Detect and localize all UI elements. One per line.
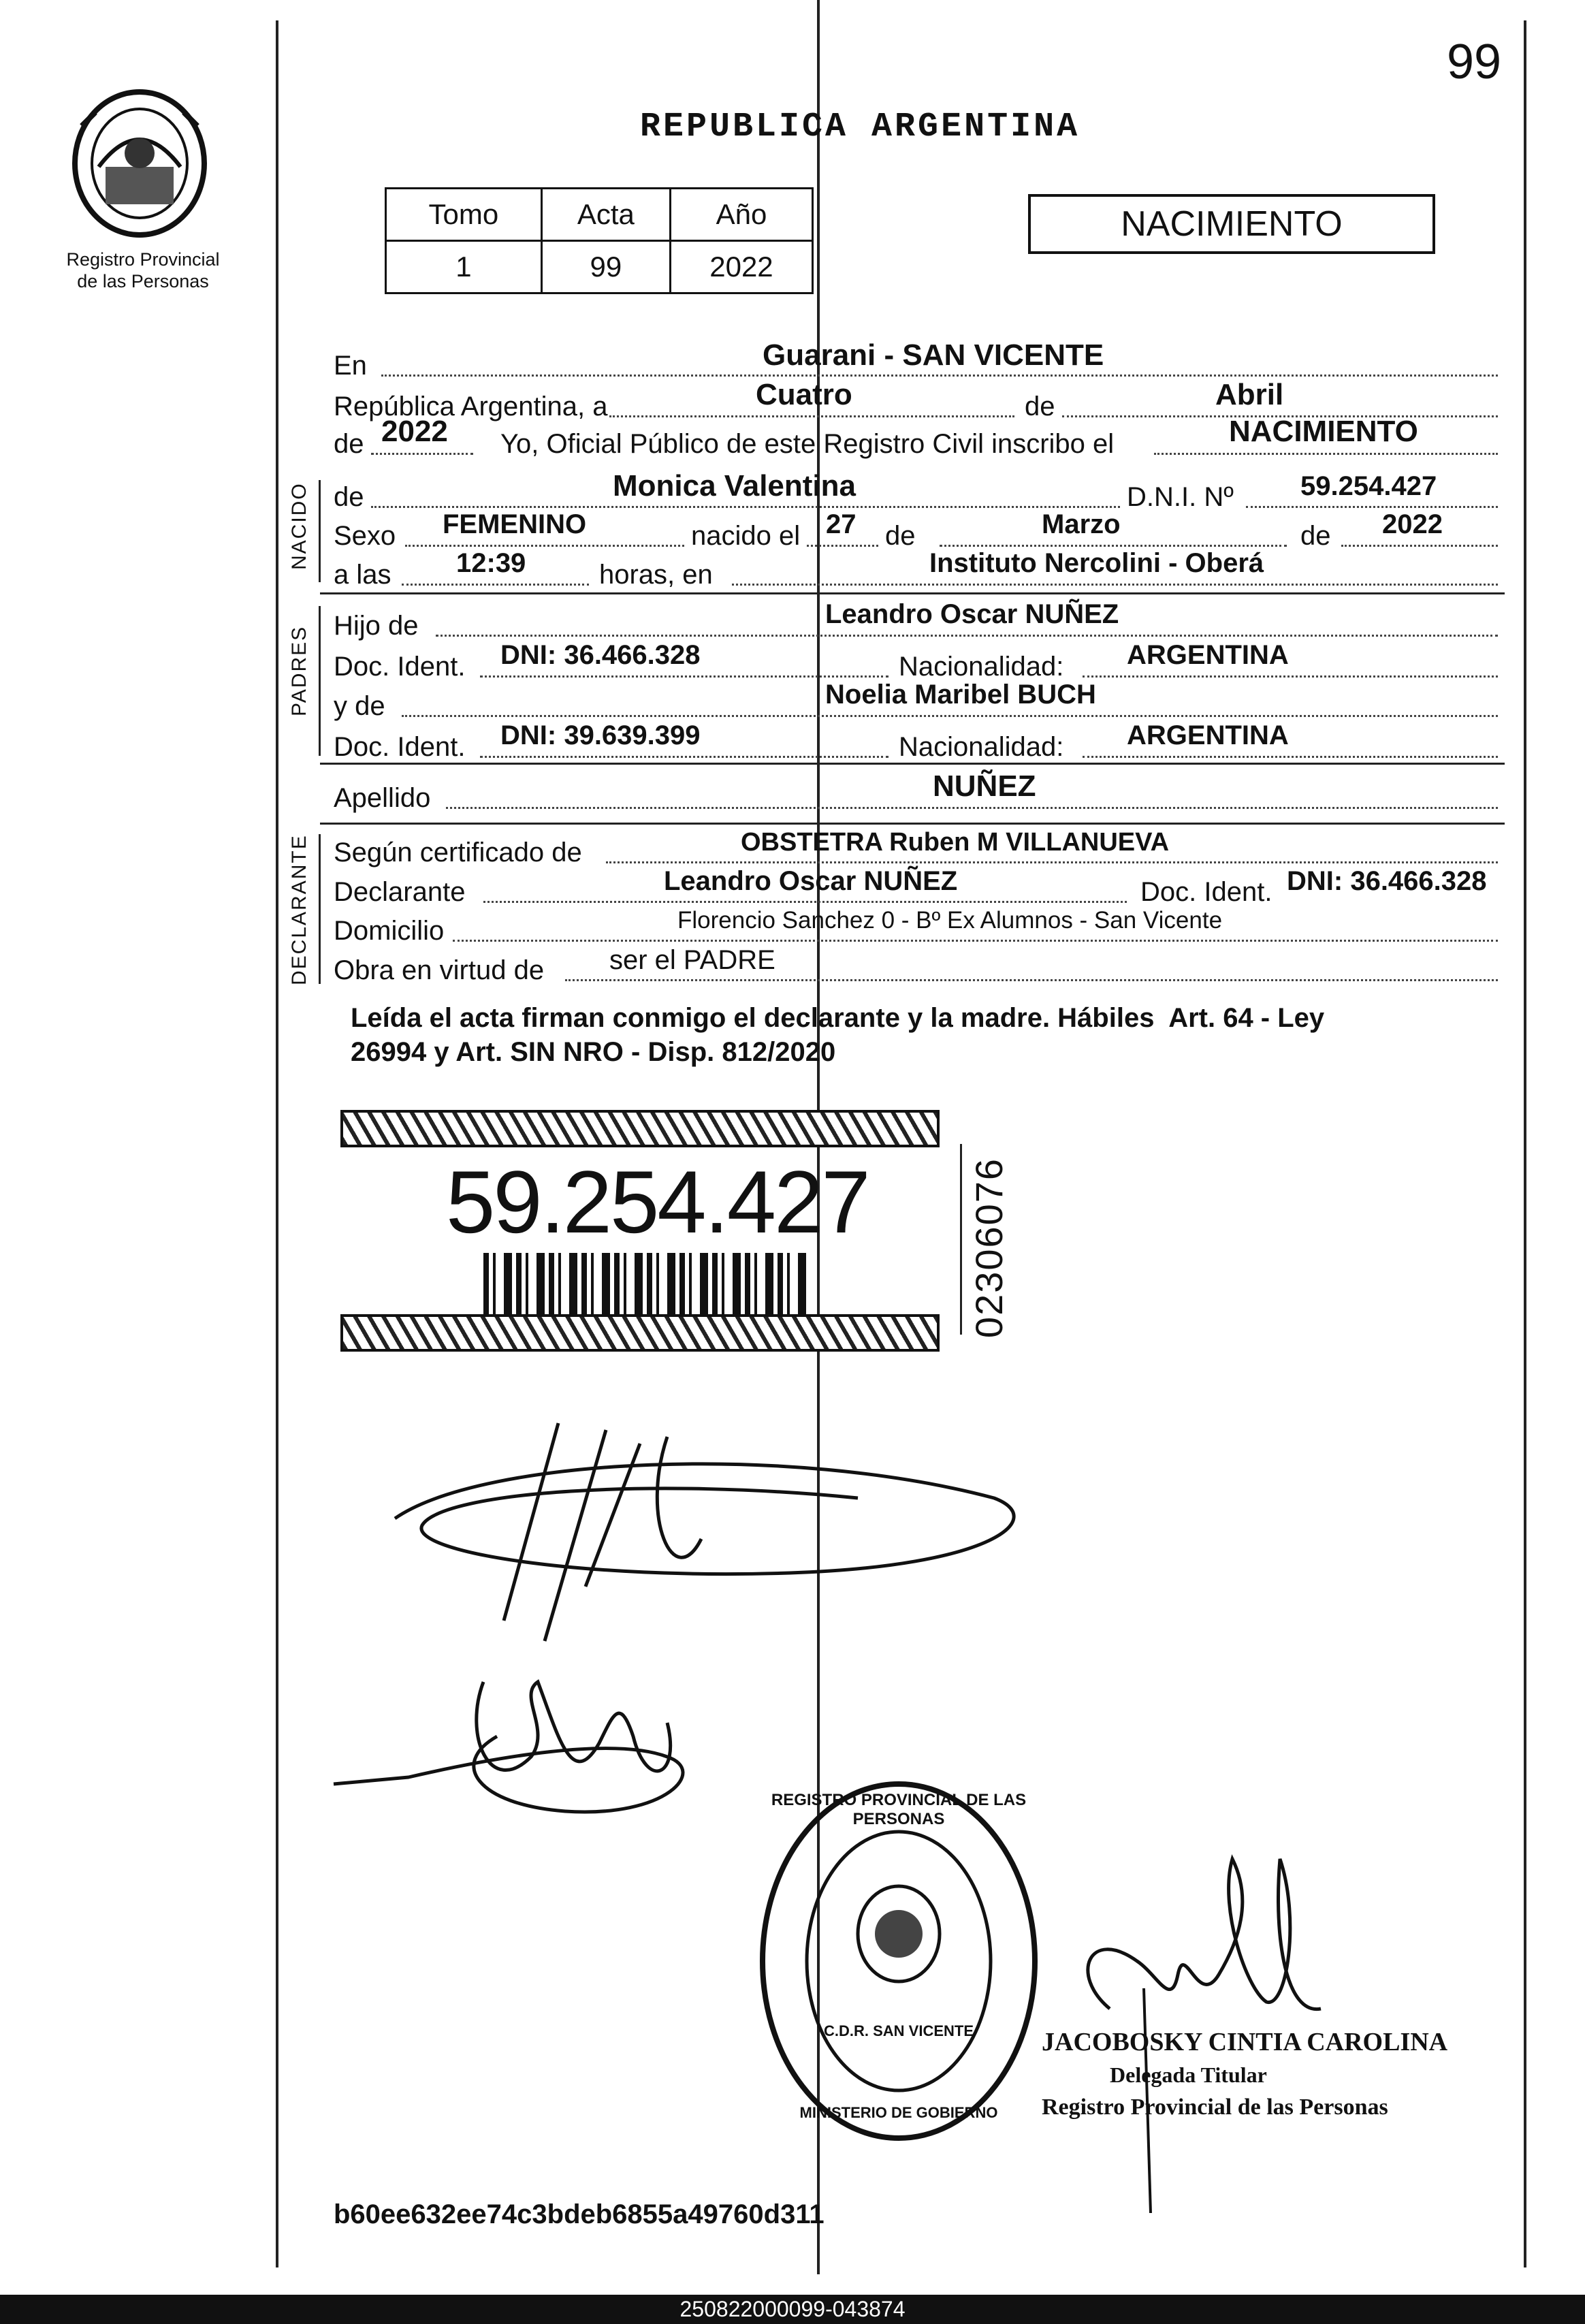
padre-nac-label: Nacionalidad: [899,652,1064,682]
officer-block [1042,2026,1447,2124]
divider-3 [320,823,1505,825]
declarante-bracket [319,834,321,984]
declarante-value: Leandro Oscar NUÑEZ [664,866,958,896]
footer-doc-number: 250822000099-043874 [679,2297,906,2321]
hora-value: 12:39 [456,548,526,578]
acta-value: 99 [541,241,670,293]
madre-nac-value: ARGENTINA [1127,720,1289,750]
sexo-value: FEMENINO [443,509,587,539]
sticker-pattern-top [340,1110,940,1147]
en-value: Guarani - SAN VICENTE [763,338,1104,372]
officer-title: Delegada Titular [1110,2063,1267,2087]
padre-value: Leandro Oscar NUÑEZ [825,599,1119,629]
officer-office: Registro Provincial de las Personas [1042,2095,1388,2120]
hijo-de-label: Hijo de [334,611,419,641]
footer-bar [0,2295,1585,2324]
madre-nac-label: Nacionalidad: [899,732,1064,762]
closing-line1: Leída el acta firman conmigo el declarante y la madre. Hábiles Art. 64 - Ley [351,1003,1325,1033]
padre-nac-value: ARGENTINA [1127,640,1289,670]
apellido-value: NUÑEZ [933,769,1036,803]
id-number: 59.254.427 [446,1152,869,1252]
nac-anio-value: 2022 [1382,509,1443,539]
stamp-ring-text: REGISTRO PROVINCIAL DE LAS PERSONAS [771,1791,1027,1828]
padres-section-label: PADRES [288,625,310,716]
declarante-doc-label: Doc. Ident. [1140,877,1272,907]
barcode [483,1253,810,1314]
document-hash: b60ee632ee74c3bdeb6855a49760d311 [334,2199,824,2229]
stamp-bottom-text: MINISTERIO DE GOBIERNO [799,2104,998,2121]
id-sticker [340,1110,940,1352]
nacido-section-label: NACIDO [288,482,310,570]
dia-value: Cuatro [756,378,852,411]
acta-header: Acta [541,189,670,241]
left-margin-line [276,20,278,2267]
nac-de-label: de [885,521,916,551]
tomo-header: Tomo [386,189,542,241]
divider-1 [320,592,1505,594]
y-de-label: y de [334,691,385,721]
horas-en-label: horas, en [599,560,713,590]
madre-doc-label: Doc. Ident. [334,732,466,762]
nac-de-label3: de [1300,521,1331,551]
tomo-value: 1 [386,241,542,293]
declarant-signature [381,1416,1062,1648]
a-las-label: a las [334,560,391,590]
declarante-doc-value: DNI: 36.466.328 [1287,866,1487,896]
apellido-label: Apellido [334,783,431,813]
republica-label: República Argentina, a [334,392,608,421]
closing-line2: 26994 y Art. SIN NRO - Disp. 812/2020 [351,1037,836,1067]
stamp-inner-text: C.D.R. SAN VICENTE [823,2022,974,2039]
seal-caption [41,249,245,292]
certificado-value: OBSTETRA Ruben M VILLANUEVA [741,828,1170,857]
certificado-label: Según certificado de [334,838,582,867]
nac-mes-value: Marzo [1042,509,1121,539]
anio-value: 2022 [381,415,448,448]
seal-caption-line2: de las Personas [77,271,209,291]
oficial-text: Yo, Oficial Público de este Registro Civil inscribo el [500,429,1115,459]
anio-header: Año [670,189,812,241]
type-box: NACIMIENTO [1028,194,1435,254]
padre-doc-label: Doc. Ident. [334,652,466,682]
padre-doc-value: DNI: 36.466.328 [500,640,701,670]
domicilio-label: Domicilio [334,916,445,946]
provincial-seal-logo [68,85,211,242]
nacido-de-label: de [334,482,364,512]
nacido-bracket [319,480,321,582]
name-value: Monica Valentina [613,469,856,503]
declarante-label: Declarante [334,877,466,907]
officer-name: JACOBOSKY CINTIA CAROLINA [1042,2028,1448,2056]
anio-value: 2022 [670,241,812,293]
serial-bracket [960,1144,962,1335]
sexo-label: Sexo [334,521,396,551]
seal-caption-line1: Registro Provincial [66,249,220,270]
lugar-value: Instituto Nercolini - Oberá [929,548,1264,578]
obra-value: ser el PADRE [609,945,775,975]
right-margin-line [1524,20,1526,2267]
de-label-year: de [334,429,364,459]
divider-2 [320,763,1505,765]
dni-label: D.N.I. Nº [1127,482,1234,512]
de-label: de [1025,392,1055,421]
document-title: REPUBLICA ARGENTINA [640,108,1080,146]
mes-value: Abril [1215,378,1284,411]
madre-value: Noelia Maribel BUCH [825,680,1096,710]
en-label: En [334,351,367,381]
dni-value: 59.254.427 [1300,471,1437,501]
sticker-pattern-bottom [340,1314,940,1352]
official-stamp [756,1777,1042,2145]
declarante-section-label: DECLARANTE [288,834,310,985]
nacido-el-label: nacido el [691,521,801,551]
closing-text [351,1001,1324,1069]
record-table [385,187,814,294]
inscribo-value: NACIMIENTO [1229,415,1418,448]
padres-bracket [319,606,321,756]
domicilio-value: Florencio Sanchez 0 - Bº Ex Alumnos - San Vicente [677,907,1223,934]
obra-label: Obra en virtud de [334,955,545,985]
madre-doc-value: DNI: 39.639.399 [500,720,701,750]
nac-dia-value: 27 [826,509,856,539]
serial-number: 02306076 [967,1157,1011,1339]
page-number: 99 [1447,35,1502,89]
